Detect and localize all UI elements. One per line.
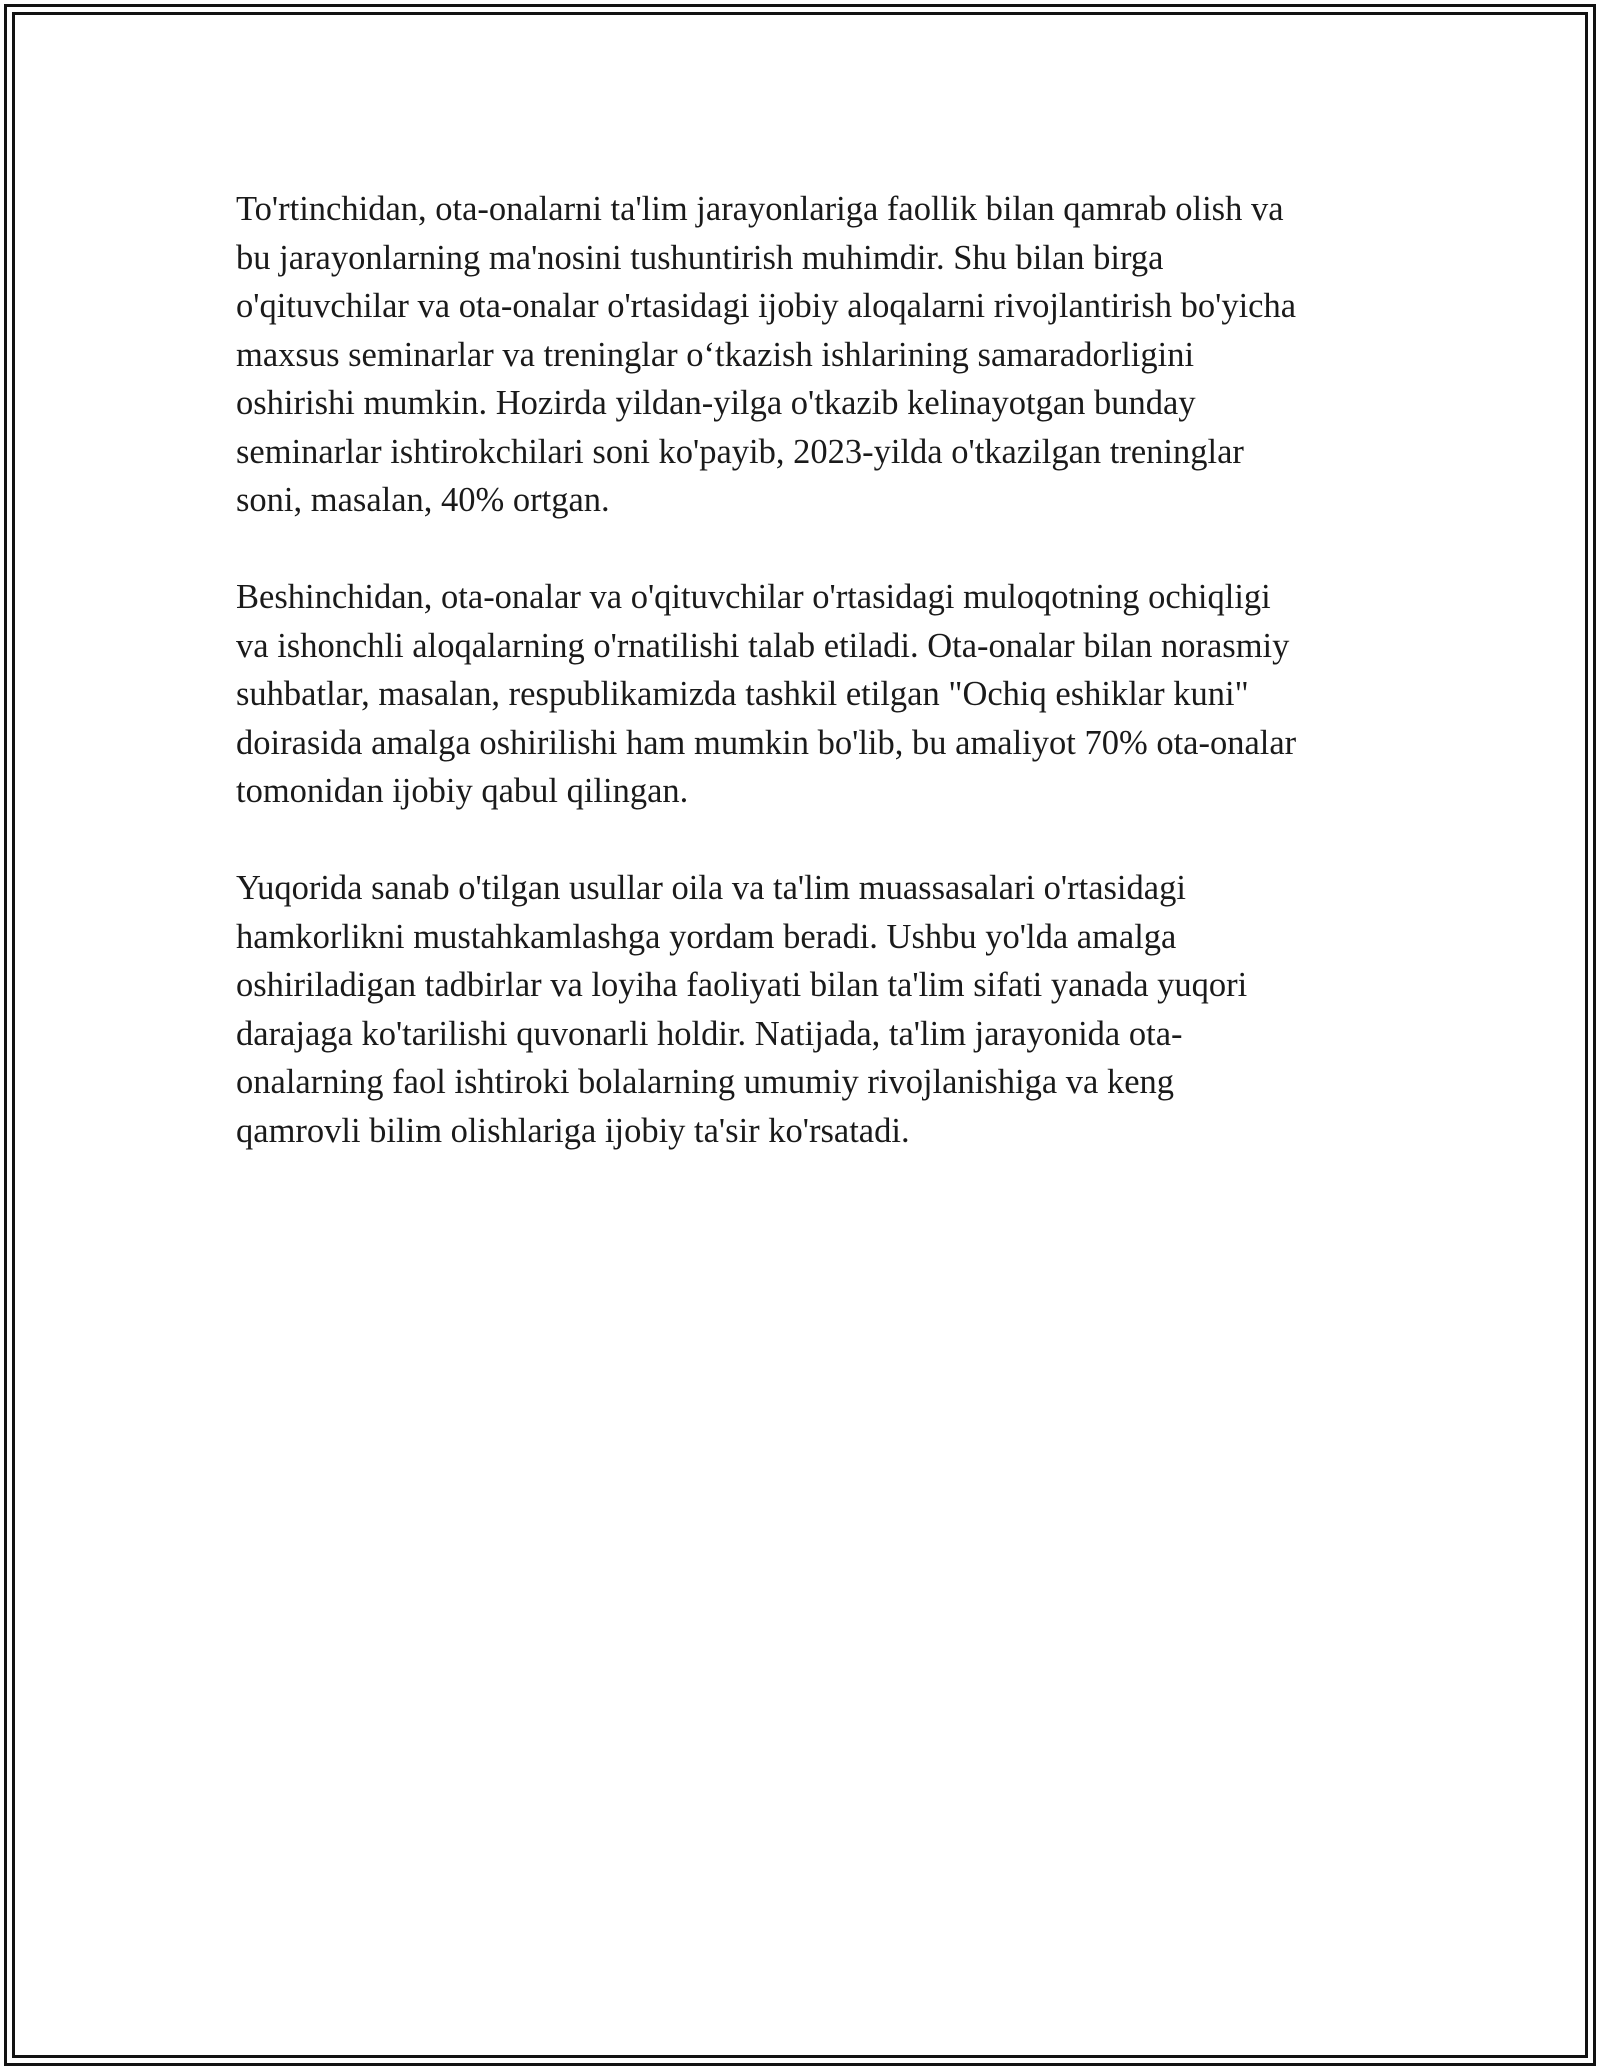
text-line: seminarlar ishtirokchilari soni ko'payib, 2023-yilda o'tkazilgan treninglar <box>236 432 1244 471</box>
text-line: onalarning faol ishtiroki bolalarning umumiy rivojlanishiga va keng <box>236 1063 1175 1101</box>
text-line: Yuqorida sanab o'tilgan usullar oila va ta'lim muassasalari o'rtasidagi <box>236 869 1186 907</box>
paragraph-conclusion <box>236 864 1386 1155</box>
document-body <box>236 185 1386 1155</box>
text-line: To'rtinchidan, ota-onalarni ta'lim jarayonlariga faollik bilan qamrab olish va <box>236 190 1284 228</box>
text-line: va ishonchli aloqalarning o'rnatilishi talab etiladi. Ota-onalar bilan norasmiy <box>236 626 1290 665</box>
text-line: darajaga ko'tarilishi quvonarli holdir. Natijada, ta'lim jarayonida ota- <box>236 1014 1183 1053</box>
paragraph-fourth-point <box>236 185 1386 525</box>
text-line: doirasida amalga oshirilishi ham mumkin bo'lib, bu amaliyot 70% ota-onalar <box>236 723 1297 762</box>
text-line: qamrovli bilim olishlariga ijobiy ta'sir ko'rsatadi. <box>236 1111 910 1150</box>
text-line: hamkorlikni mustahkamlashga yordam beradi. Ushbu yo'lda amalga <box>236 917 1177 956</box>
text-line: tomonidan ijobiy qabul qilingan. <box>236 772 689 810</box>
text-line: oshiriladigan tadbirlar va loyiha faoliyati bilan ta'lim sifati yanada yuqori <box>236 966 1248 1004</box>
text-line: suhbatlar, masalan, respublikamizda tashkil etilgan "Ochiq eshiklar kuni" <box>236 675 1249 713</box>
text-line: maxsus seminarlar va treninglar o‘tkazish ishlarining samaradorligini <box>236 335 1195 374</box>
text-line: oshirishi mumkin. Hozirda yildan-yilga o'tkazib kelinayotgan bunday <box>236 384 1196 422</box>
text-line: Beshinchidan, ota-onalar va o'qituvchilar o'rtasidagi muloqotning ochiqligi <box>236 578 1271 616</box>
text-line: bu jarayonlarning ma'nosini tushuntirish muhimdir. Shu bilan birga <box>236 238 1164 277</box>
text-line: soni, masalan, 40% ortgan. <box>236 481 610 519</box>
text-line: o'qituvchilar va ota-onalar o'rtasidagi ijobiy aloqalarni rivojlantirish bo'yicha <box>236 287 1297 325</box>
paragraph-fifth-point <box>236 573 1386 816</box>
